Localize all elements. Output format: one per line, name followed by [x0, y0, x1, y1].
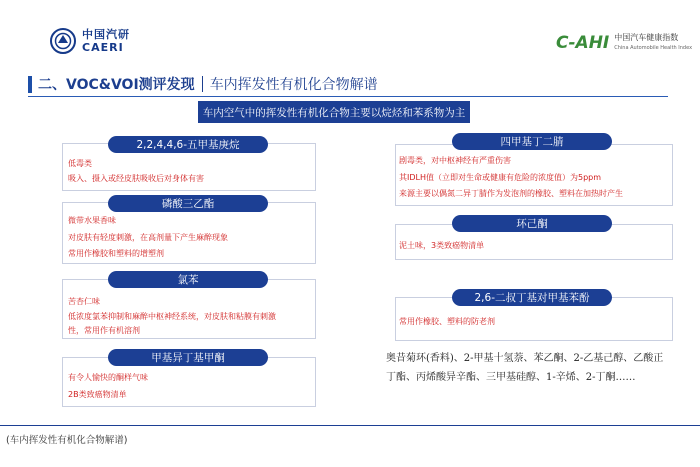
summary-banner: 车内空气中的挥发性有机化合物主要以烷烃和苯系物为主: [198, 101, 470, 123]
compound-note: 泥土味，3类致癌物清单: [399, 241, 485, 250]
compound-note: 剧毒类，对中枢神经有严重伤害: [399, 156, 511, 165]
compound-pill: 2,6-二叔丁基对甲基苯酚: [452, 289, 612, 306]
compound-note: 有令人愉快的酮样气味: [68, 373, 148, 382]
compound-pill: 磷酸三乙酯: [108, 195, 268, 212]
title-separator: [202, 76, 203, 92]
caeri-logo: [50, 28, 130, 54]
compound-note: 其IDLH值（立即对生命或健康有危险的浓度值）为5ppm: [399, 173, 602, 182]
org-name-en: CAERI: [82, 41, 124, 54]
compound-note: 常用作橡胶、塑料的防老剂: [399, 317, 495, 326]
title-sub: 车内挥发性有机化合物解谱: [209, 77, 378, 93]
compound-note: 微带水果香味: [68, 216, 116, 225]
compound-note: 常用作橡胶和塑料的增塑剂: [68, 249, 164, 258]
cahi-name-en: China Automobile Health Index: [614, 45, 693, 51]
compound-note: 低毒类: [68, 159, 92, 168]
cahi-logo: [556, 33, 692, 53]
compound-pill: 环己酮: [452, 215, 612, 232]
title-main: 二、VOC&VOI测评发现: [38, 77, 195, 93]
compound-pill: 2,2,4,4,6-五甲基庚烷: [108, 136, 268, 153]
title-accent-bar: [28, 76, 32, 93]
compound-note: 低浓度氯苯抑制和麻醉中枢神经系统，对皮肤和粘膜有刺激: [68, 312, 276, 321]
compound-note: 性，常用作有机溶剂: [68, 326, 140, 335]
compound-note: 对皮肤有轻度刺激，在高剂量下产生麻醉现象: [68, 233, 228, 242]
caeri-emblem-icon: [50, 28, 76, 54]
compound-note: 来源主要以偶氮二异丁腈作为发泡剂的橡胶、塑料在加热时产生: [399, 189, 623, 198]
compound-note: 2B类致癌物清单: [68, 390, 127, 399]
bottom-rule: [0, 425, 700, 426]
image-caption: (车内挥发性有机化合物解谱): [6, 435, 128, 446]
title-underline: [28, 96, 668, 97]
compound-pill: 甲基异丁基甲酮: [108, 349, 268, 366]
other-compounds-text: 奥昔菊环(香料)、2-甲基十氢萘、苯乙酮、2-乙基己醇、乙酸正丁酯、丙烯酸异辛酯、三甲基硅醇、1-辛烯、2-丁酮……: [386, 353, 664, 383]
compound-pill: 氯苯: [108, 271, 268, 288]
compound-note: 吸入、摄入或经皮肤吸收后对身体有害: [68, 174, 204, 183]
cahi-name-cn: 中国汽车健康指数: [614, 33, 679, 42]
section-title: [28, 74, 378, 94]
compound-pill: 四甲基丁二腈: [452, 133, 612, 150]
compound-note: 苦杏仁味: [68, 297, 100, 306]
org-name-cn: 中国汽研: [82, 28, 130, 41]
cahi-mark: C-AHI: [556, 33, 610, 53]
